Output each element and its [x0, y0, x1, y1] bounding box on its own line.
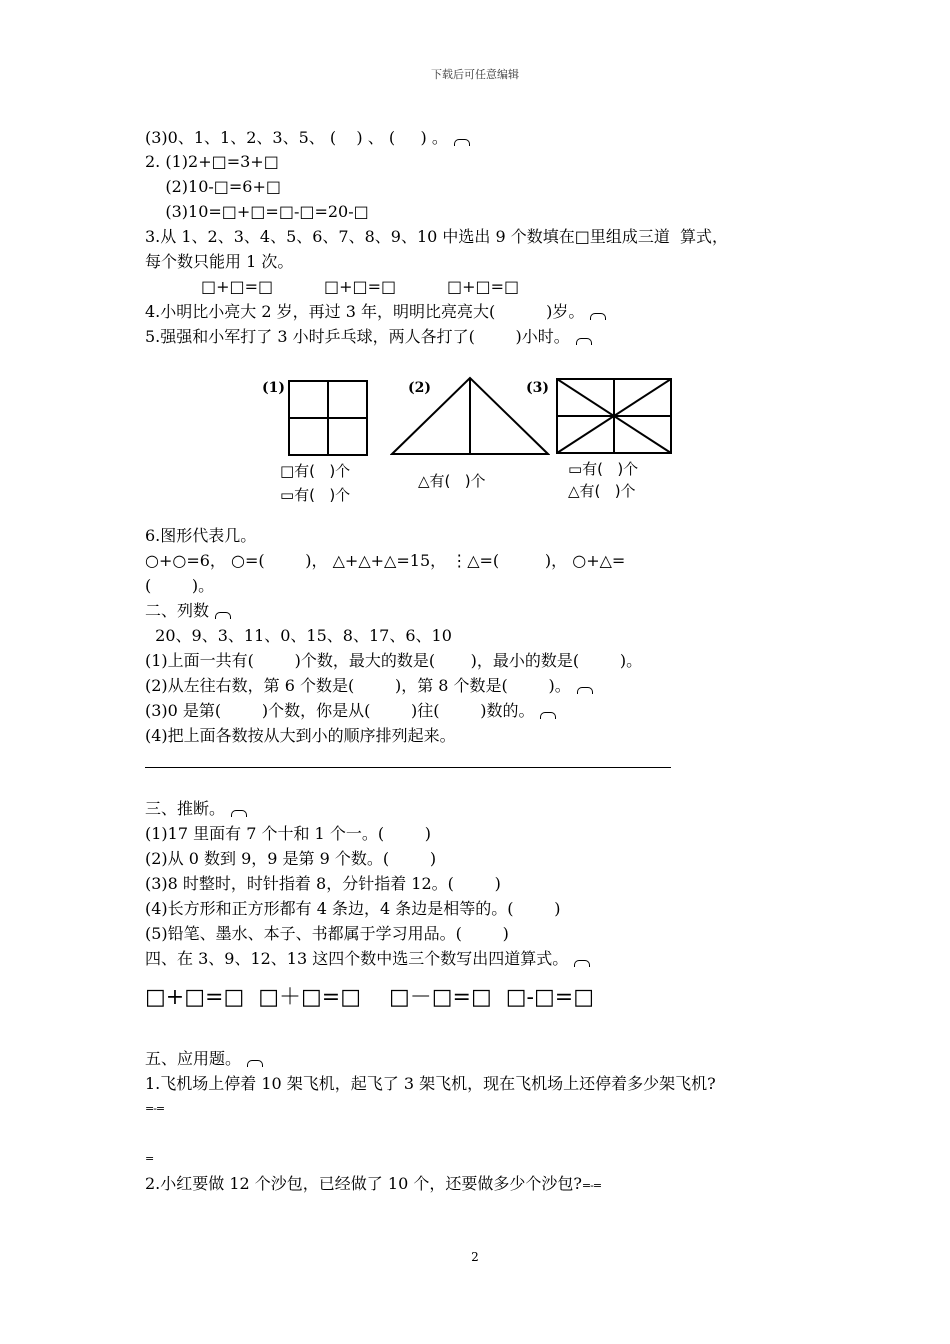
mark-icon: [577, 687, 593, 694]
line-q6-cont: ( )。: [145, 576, 215, 595]
page-header: 下载后可任意编辑: [431, 68, 519, 81]
scribble-mark-2: =: [145, 1152, 154, 1165]
mark-icon: [454, 139, 470, 146]
mark-icon: [590, 313, 606, 320]
figure-3-answer-triangle: △有( )个: [568, 482, 636, 500]
figure-rectangle-star: [556, 378, 672, 454]
line-sequence: (3)0、1、1、2、3、5、 ( ) 、 ( ) 。: [145, 128, 470, 148]
line-number-list: 20、9、3、11、0、15、8、17、6、10: [145, 626, 452, 645]
figure-2-answer: △有( )个: [418, 472, 486, 490]
mark-icon: [247, 1060, 263, 1067]
line-s5-q2: 2.小红要做 12 个沙包，已经做了 10 个，还要做多少个沙包?=-=: [145, 1174, 602, 1193]
line-q3-equations: □+□=□ □+□=□ □+□=□: [145, 277, 520, 296]
figure-square-grid: [288, 380, 368, 456]
figure-2-label: (2): [408, 380, 431, 396]
line-s3-q1: (1)17 里面有 7 个十和 1 个一。( ): [145, 824, 431, 843]
mark-icon: [540, 712, 556, 719]
section-2-title: 二、列数: [145, 601, 231, 621]
mark-icon: [231, 810, 247, 817]
line-s5-q1: 1.飞机场上停着 10 架飞机，起飞了 3 架飞机，现在飞机场上还停着多少架飞机?: [145, 1074, 716, 1093]
figure-1-answer-rect: ▭有( )个: [280, 486, 351, 504]
line-q4: 4.小明比小亮大 2 岁，再过 3 年，明明比亮亮大( )岁。: [145, 302, 606, 322]
line-q5: 5.强强和小军打了 3 小时乒乓球，两人各打了( )小时。: [145, 327, 592, 347]
line-s2-q1: (1)上面一共有( )个数，最大的数是( )，最小的数是( )。: [145, 651, 643, 670]
section-4-title: 四、在 3、9、12、13 这四个数中选三个数写出四道算式。: [145, 949, 590, 969]
equation-boxes: □+□=□ □＋□=□ □－□=□ □-□=□: [145, 985, 594, 1010]
line-s2-q4: (4)把上面各数按从大到小的顺序排列起来。: [145, 726, 456, 745]
line-q3-note: 每个数只能用 1 次。: [145, 252, 294, 271]
line-q6-equations: ○+○=6， ○=( )， △+△+△=15， ⋮△=( )， ○+△=: [145, 551, 626, 570]
line-q2-2: (2)10-□=6+□: [145, 177, 281, 196]
mark-icon: [574, 960, 590, 967]
line-s3-q2: (2)从 0 数到 9，9 是第 9 个数。( ): [145, 849, 437, 868]
scribble-mark: =-=: [145, 1102, 165, 1115]
line-q3: 3.从 1、2、3、4、5、6、7、8、9、10 中选出 9 个数填在□里组成三道 算式，: [145, 227, 729, 246]
line-s3-q3: (3)8 时整时，时针指着 8，分针指着 12。( ): [145, 874, 501, 893]
figure-1-answer-square: □有( )个: [280, 462, 351, 480]
mark-icon: [576, 338, 592, 345]
line-s3-q5: (5)铅笔、墨水、本子、书都属于学习用品。( ): [145, 924, 509, 943]
line-q6: 6.图形代表几。: [145, 526, 257, 545]
mark-icon: [215, 612, 231, 619]
figure-1-label: (1): [262, 380, 285, 396]
line-s2-q3: (3)0 是第( )个数，你是从( )往( )数的。: [145, 701, 556, 721]
line-q2-1: 2. (1)2+□=3+□: [145, 152, 279, 171]
answer-line: [145, 767, 671, 768]
line-s2-q2: (2)从左往右数，第 6 个数是( )，第 8 个数是( )。: [145, 676, 593, 696]
page-number: 2: [471, 1250, 479, 1264]
line-q2-3: (3)10=□+□=□-□=20-□: [145, 202, 369, 221]
section-5-title: 五、应用题。: [145, 1049, 263, 1069]
section-3-title: 三、推断。: [145, 799, 247, 819]
figure-3-label: (3): [526, 380, 549, 396]
figure-3-answer-rect: ▭有( )个: [568, 460, 639, 478]
line-s3-q4: (4)长方形和正方形都有 4 条边，4 条边是相等的。( ): [145, 899, 561, 918]
